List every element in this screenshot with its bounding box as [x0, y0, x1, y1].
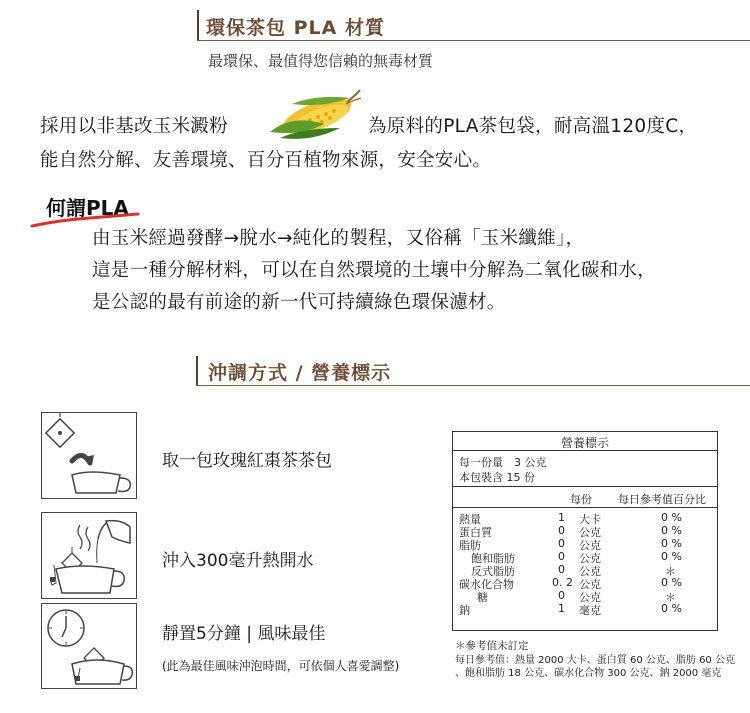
- intro-line1-end: 為原料的PLA茶包袋，耐高溫120度C，: [368, 116, 698, 137]
- corn-icon: [262, 84, 362, 142]
- nutrition-title: 營養標示: [560, 436, 609, 450]
- row-name: 反式脂肪: [471, 565, 515, 578]
- brew-section-title: 沖調方式 / 營養標示: [208, 362, 392, 384]
- section-bar: [196, 356, 198, 386]
- nutrition-label: [452, 431, 718, 631]
- col-per-serving: 每份: [570, 493, 592, 506]
- row-name: 蛋白質: [459, 526, 492, 539]
- row-unit: 毫克: [579, 604, 601, 617]
- row-amount: 0: [558, 563, 565, 576]
- intro-line1-start: 採用以非基改玉米澱粉: [40, 116, 229, 137]
- row-pct: 0 %: [661, 524, 682, 537]
- row-name: 碳水化合物: [459, 578, 514, 591]
- pla-title: 何謂PLA: [46, 196, 129, 220]
- row-name: 熱量: [459, 513, 481, 526]
- pla-line3: 是公認的最有前途的新一代可持續綠色環保濾材。: [92, 292, 506, 313]
- serving-size: 每一份量 3 公克: [459, 456, 547, 469]
- row-name: 鈉: [459, 604, 470, 617]
- row-pct: 0 %: [661, 602, 682, 615]
- section-bar: [197, 10, 199, 40]
- row-unit: 公克: [579, 526, 601, 539]
- row-amount: 1: [558, 511, 565, 524]
- cup-teabag-icon: [42, 413, 135, 497]
- row-unit: 公克: [579, 565, 601, 578]
- nutrition-footnote: 每日參考值：熱量 2000 大卡、蛋白質 60 公克、脂肪 60 公克: [455, 655, 735, 666]
- row-unit: 公克: [579, 552, 601, 565]
- row-amount: 0: [558, 589, 565, 602]
- row-unit: 公克: [579, 539, 601, 552]
- row-pct: ＊: [665, 565, 676, 578]
- row-pct: 0 %: [661, 511, 682, 524]
- nutrition-footnote: 、飽和脂肪 18 公克、碳水化合物 300 公克、鈉 2000 毫克: [455, 668, 722, 679]
- eco-section-subtitle: 最環保、最值得您信賴的無毒材質: [208, 52, 434, 70]
- row-name: 飽和脂肪: [471, 552, 515, 565]
- row-unit: 公克: [579, 578, 601, 591]
- divider: [453, 507, 717, 508]
- pla-line2: 這是一種分解材料，可以在自然環境的土壤中分解為二氧化碳和水，: [92, 260, 657, 281]
- eco-section-title: 環保茶包 PLA 材質: [206, 17, 385, 39]
- section-divider: [197, 40, 750, 41]
- row-name: 糖: [477, 591, 488, 604]
- row-amount: 1: [558, 602, 565, 615]
- step2-text: 沖入300毫升熱開水: [162, 551, 314, 571]
- row-pct: 0 %: [661, 576, 682, 589]
- section-divider: [196, 385, 750, 386]
- divider: [453, 450, 717, 451]
- row-amount: 0. 2: [552, 576, 573, 589]
- row-amount: 0: [558, 550, 565, 563]
- divider: [453, 486, 717, 487]
- step2-illustration: [41, 512, 137, 599]
- row-amount: 0: [558, 537, 565, 550]
- row-unit: 大卡: [579, 513, 601, 526]
- row-name: 脂肪: [459, 539, 481, 552]
- step1-illustration: [41, 412, 137, 499]
- row-pct: 0 %: [661, 550, 682, 563]
- col-daily-value: 每日參考值百分比: [618, 493, 706, 506]
- row-pct: 0 %: [661, 537, 682, 550]
- pla-line1: 由玉米經過發酵→脫水→純化的製程，又俗稱「玉米纖維」，: [92, 228, 585, 249]
- row-amount: 0: [558, 524, 565, 537]
- servings-per-pack: 本包裝含 15 份: [459, 471, 535, 484]
- step1-text: 取一包玫瑰紅棗茶茶包: [162, 451, 332, 471]
- nutrition-footnote: ＊參考值未訂定: [455, 640, 529, 652]
- row-pct: ＊: [665, 591, 676, 604]
- clock-cup-icon: [42, 604, 135, 687]
- step3-text: 靜置5分鐘 | 風味最佳: [162, 624, 326, 644]
- row-unit: 公克: [579, 591, 601, 604]
- intro-line2: 能自然分解、友善環境、百分百植物來源，安全安心。: [40, 150, 492, 171]
- step3-illustration: [41, 603, 137, 689]
- kettle-pour-icon: [42, 513, 135, 597]
- step-note: (此為最佳風味沖泡時間，可依個人喜愛調整): [162, 659, 400, 673]
